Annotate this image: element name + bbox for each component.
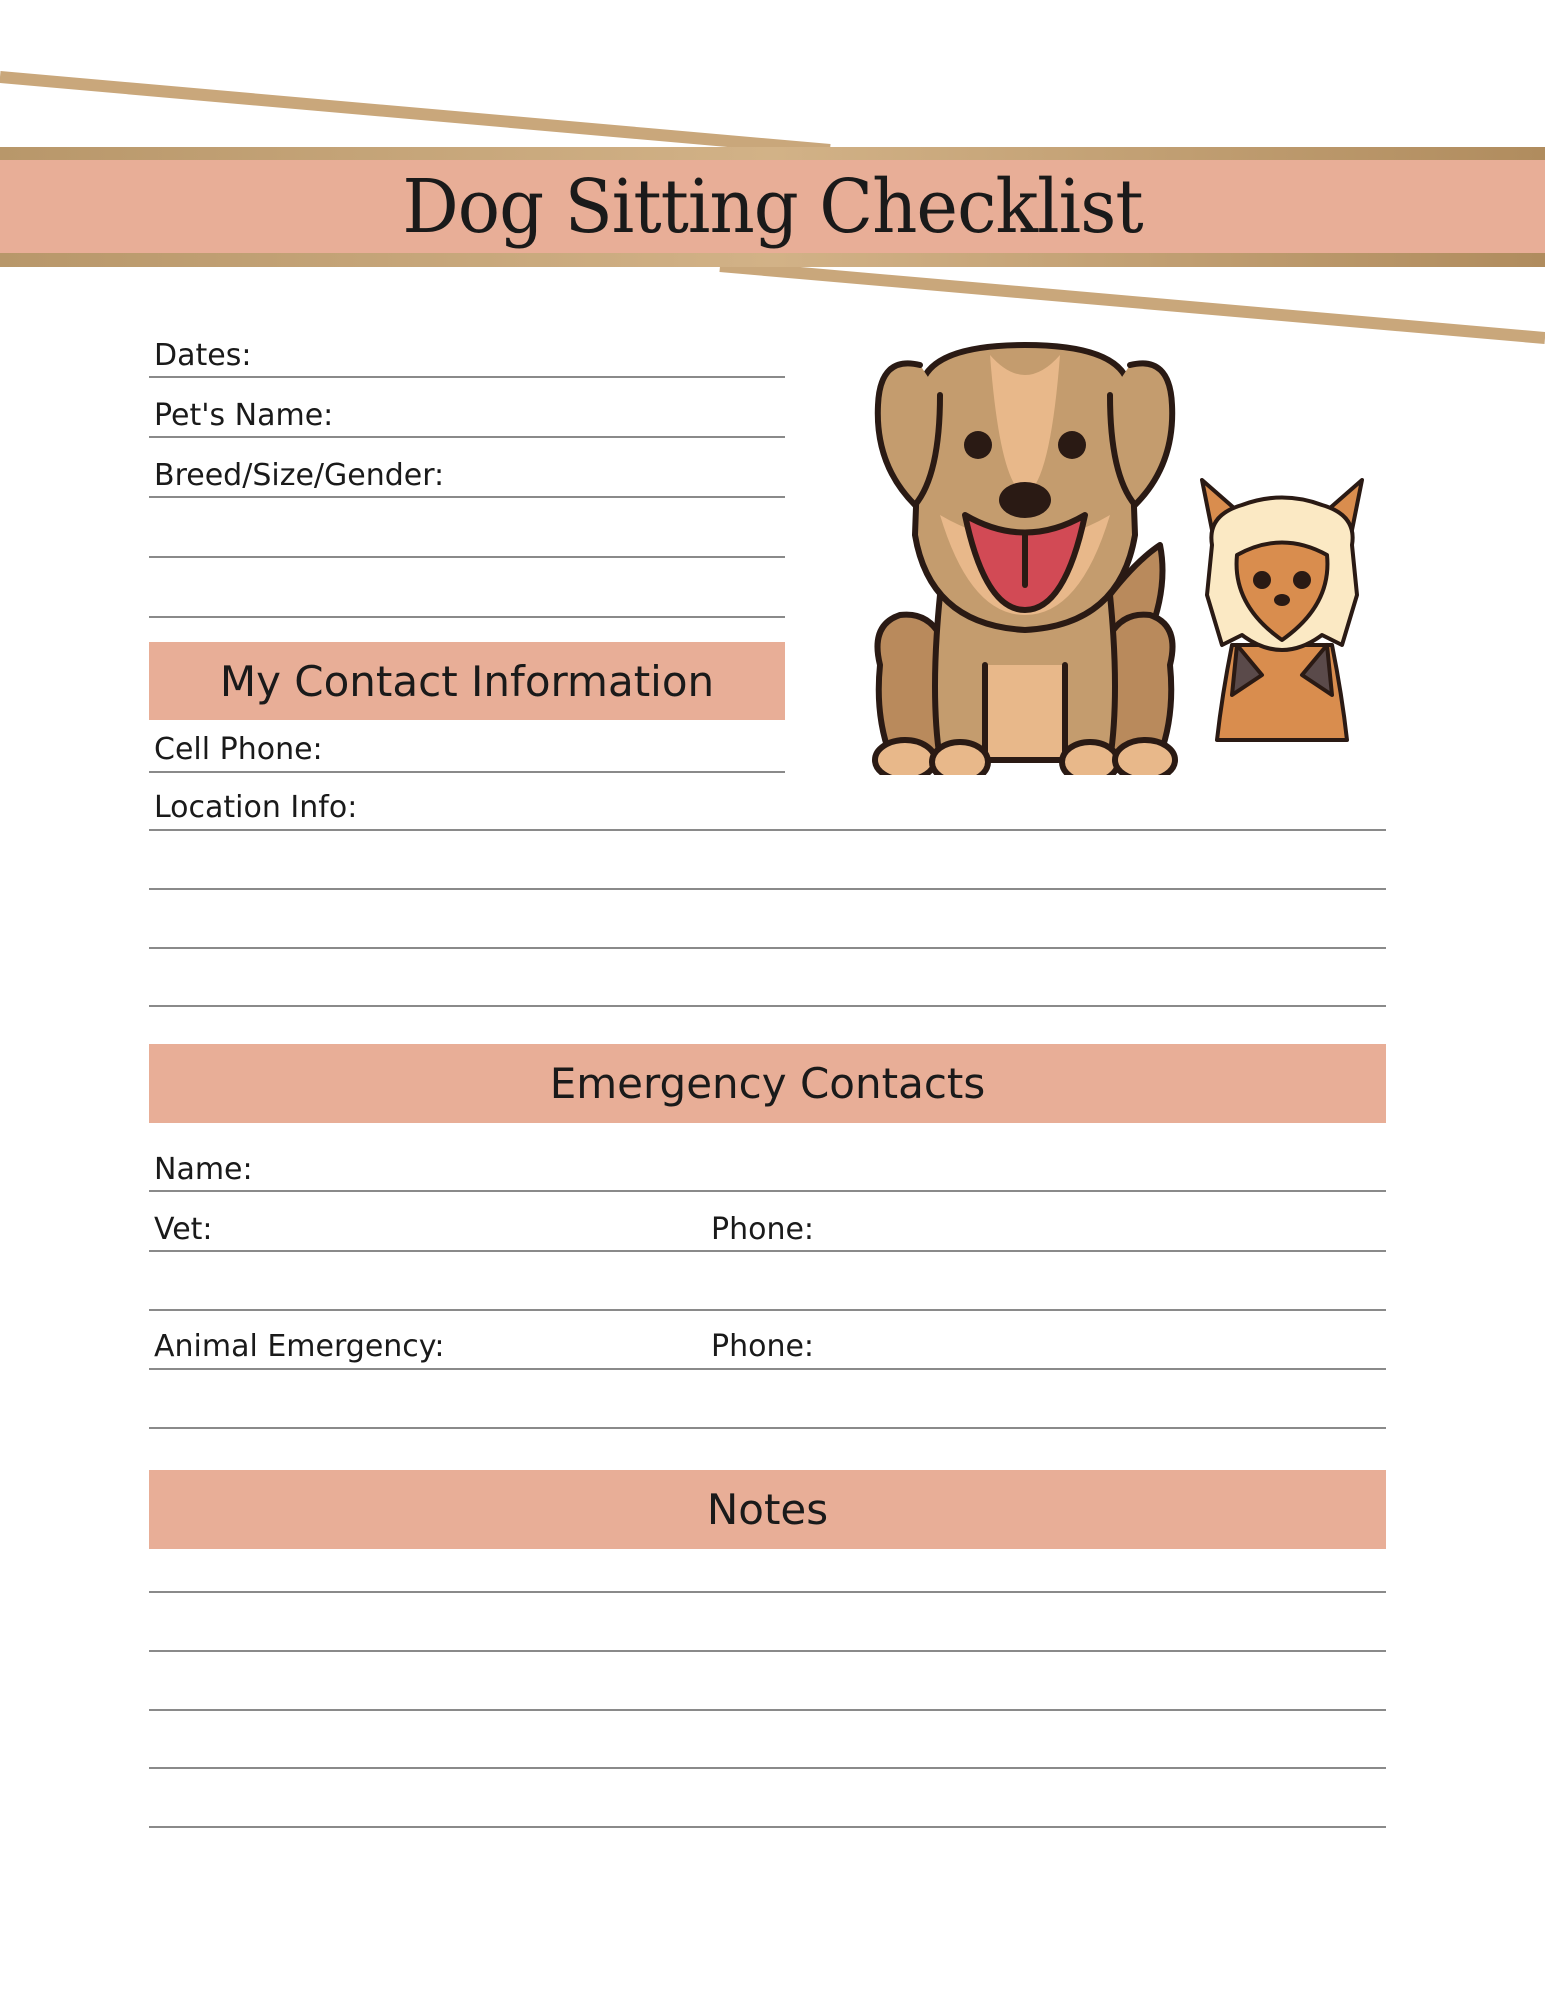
breed-label: Breed/Size/Gender:: [154, 458, 445, 493]
gold-stripe-bottom: [0, 253, 1545, 267]
breed-field-line-3[interactable]: [149, 616, 785, 618]
animal-emergency-label: Animal Emergency:: [154, 1329, 445, 1364]
location-field-line-4[interactable]: [149, 1005, 1386, 1007]
location-field-line-2[interactable]: [149, 888, 1386, 890]
contact-heading: My Contact Information: [149, 642, 785, 720]
name-field[interactable]: [149, 1190, 1386, 1192]
notes-heading: Notes: [149, 1470, 1386, 1549]
notes-line[interactable]: [149, 1826, 1386, 1828]
location-field[interactable]: [149, 829, 1386, 831]
location-field-line-3[interactable]: [149, 947, 1386, 949]
vet-label: Vet:: [154, 1212, 213, 1247]
animal-emergency-field-line-2[interactable]: [149, 1427, 1386, 1429]
cell-phone-field[interactable]: [149, 771, 785, 773]
breed-field[interactable]: [149, 496, 785, 498]
vet-field-line-2[interactable]: [149, 1309, 1386, 1311]
pets-name-field[interactable]: [149, 436, 785, 438]
gold-stripe-top: [0, 147, 1545, 160]
vet-field[interactable]: [149, 1250, 1386, 1252]
yorkie-dog-illustration: [1192, 475, 1372, 750]
gold-diagonal-bottom: [720, 266, 1545, 338]
animal-emergency-field[interactable]: [149, 1368, 1386, 1370]
notes-line[interactable]: [149, 1591, 1386, 1593]
name-label: Name:: [154, 1152, 253, 1187]
notes-line[interactable]: [149, 1650, 1386, 1652]
pets-name-label: Pet's Name:: [154, 398, 334, 433]
gold-diagonal-top: [0, 77, 830, 150]
animal-phone-label: Phone:: [711, 1329, 815, 1364]
location-label: Location Info:: [154, 790, 358, 825]
notes-line[interactable]: [149, 1709, 1386, 1711]
page-title: Dog Sitting Checklist: [402, 163, 1143, 250]
emergency-heading: Emergency Contacts: [149, 1044, 1386, 1123]
notes-line[interactable]: [149, 1767, 1386, 1769]
beagle-dog-illustration: [860, 335, 1190, 775]
vet-phone-label: Phone:: [711, 1212, 815, 1247]
dates-label: Dates:: [154, 338, 252, 373]
dates-field[interactable]: [149, 376, 785, 378]
breed-field-line-2[interactable]: [149, 556, 785, 558]
cell-phone-label: Cell Phone:: [154, 732, 323, 767]
